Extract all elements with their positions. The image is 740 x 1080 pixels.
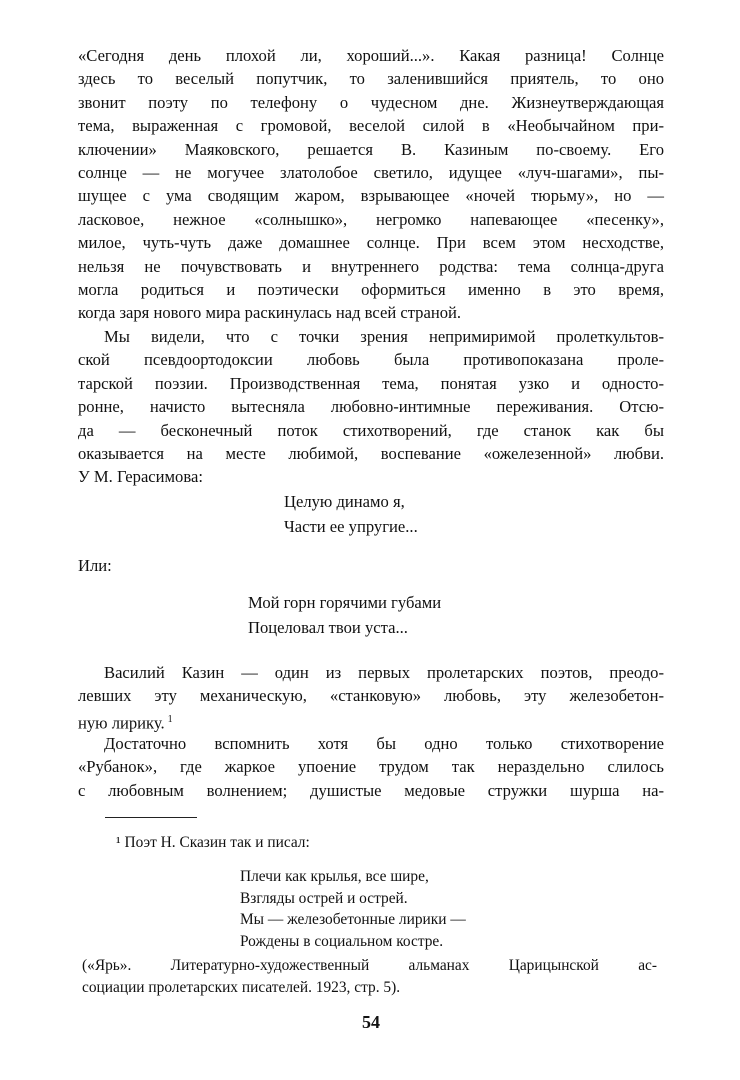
text-line: «Рубанок», где жаркое упоение трудом так нераздельно слилось: [78, 757, 664, 777]
text-line: тема, выраженная с громовой, веселой силой в «Необычайном при-: [78, 116, 664, 136]
text-line: ключении» Маяковского, решается В. Казиным по-своему. Его: [78, 139, 664, 159]
verse-quote-gerasimov: [284, 489, 418, 539]
verse-quote-2: [248, 590, 441, 640]
footnote-divider: [105, 817, 197, 818]
text-line: ласковое, нежное «солнышко», негромко напевающее «песенку»,: [78, 209, 664, 229]
text-line: тарской поэзии. Производственная тема, понятая узко и односто-: [78, 373, 664, 393]
text-line: ронне, начисто вытесняла любовно-интимные переживания. Отсю-: [78, 397, 664, 417]
page-number: 54: [362, 1012, 380, 1032]
text-line: оказывается на месте любимой, воспевание «ожелезенной» любви.: [78, 443, 664, 463]
text-line: ской псевдоортодоксии любовь была противопоказана проле-: [78, 350, 664, 370]
text-line: нельзя не почувствовать и внутреннего родства: тема солнца-друга: [78, 256, 664, 276]
verse-line: Мой горн горячими губами: [248, 593, 442, 612]
verse-line: Плечи как крылья, все шире,: [240, 868, 429, 885]
paragraph-4: [78, 732, 664, 802]
text-line: могла родиться и поэтически оформиться именно в это время,: [78, 279, 664, 299]
paragraph-1: [78, 44, 664, 325]
text-line: Достаточно вспомнить хотя бы одно только стихотворение: [104, 734, 664, 753]
text-fragment: ную лирику.: [78, 713, 165, 733]
text-line: звонит поэту по телефону о чудесном дне. Жизнеутверждающая: [78, 92, 664, 112]
text-line: шущее с ума сводящим жаром, взрывающее «ночей тюрьму», но —: [78, 186, 664, 206]
paragraph-2: [78, 325, 664, 489]
footnote-intro-line: ¹ Поэт Н. Сказин так и писал:: [116, 834, 310, 851]
footnote-intro: [116, 832, 310, 854]
verse-line: Части ее упругие...: [284, 517, 418, 536]
footnote-verse: [240, 866, 466, 952]
text-line: с любовным волнением; душистые медовые стружки шурша на-: [78, 780, 664, 800]
verse-line: Целую динамо я,: [284, 492, 405, 511]
text-line: милое, чуть-чуть даже домашнее солнце. При всем этом несходстве,: [78, 233, 664, 253]
footnote-source: [82, 955, 657, 998]
text-line: когда заря нового мира раскинулась над всей страной.: [78, 303, 462, 323]
text-line: левших эту механическую, «станковую» любовь, эту железобетон-: [78, 686, 664, 706]
text-line: У М. Герасимова:: [78, 467, 203, 487]
text-line: здесь то веселый попутчик, то заленившийся приятель, то оно: [78, 69, 664, 89]
verse-line: Рождены в социальном костре.: [240, 932, 444, 950]
text-line: солнце — не могучее златолобое светило, идущее «луч-шагами», пы-: [78, 162, 664, 182]
text-line: да — бесконечный поток стихотворений, где станок как бы: [78, 420, 664, 440]
text-line: «Сегодня день плохой ли, хороший...». Какая разница! Солнце: [78, 46, 664, 65]
footnote-marker[interactable]: 1: [167, 713, 173, 725]
verse-line: Поцеловал твои уста...: [248, 618, 408, 637]
connector-word: Или:: [78, 556, 112, 575]
source-line: социации пролетарских писателей. 1923, стр. 5).: [82, 978, 401, 996]
source-line: («Ярь». Литературно-художественный альманах Царицынской ас-: [82, 957, 657, 974]
text-line: Василий Казин — один из первых пролетарских поэтов, преодо-: [104, 663, 664, 682]
verse-line: Мы — железобетонные лирики —: [240, 911, 466, 928]
text-line: Мы видели, что с точки зрения непримиримой пролеткультов-: [104, 327, 664, 346]
paragraph-3: [78, 661, 664, 731]
verse-line: Взгляды острей и острей.: [240, 889, 408, 907]
text-line: [78, 708, 664, 731]
